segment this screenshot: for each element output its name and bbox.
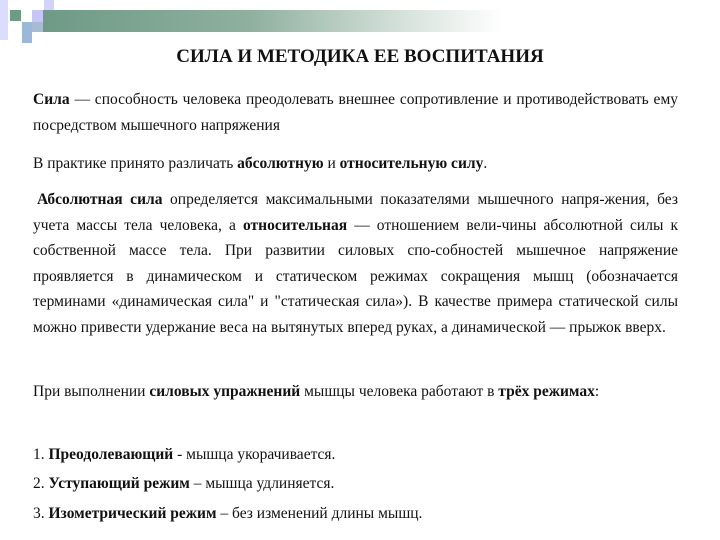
text: – без изменений длины мышц. [216,505,423,522]
modes-paragraph [33,379,633,405]
types-paragraph [33,151,678,177]
term: относительная [242,216,348,234]
term: Преодолевающий [48,446,174,463]
text: При выполнении [33,383,150,400]
term: абсолютную [237,155,324,172]
term: Изометрический режим [48,505,217,522]
text: – мышца удлиняется. [189,475,335,492]
term: трёх режимах [498,383,595,400]
term: Уступающий режим [48,475,190,492]
text: В практике принято различать [33,155,238,172]
decor-square [22,22,32,43]
term: силовых упражнений [149,383,301,400]
slide-title: СИЛА И МЕТОДИКА ЕЕ ВОСПИТАНИЯ [176,46,544,67]
text: . [483,155,488,172]
list-item [33,501,678,527]
decor-square [44,0,54,10]
term: Абсолютная сила [37,191,163,208]
term: относительную силу [339,155,484,172]
text: — отношением вели-чины абсолютной силы к собственной массе тела. При развитии силовых спо-собностей мышечное напряжение проявляется в динамическом и статическом режимах сокращения мышц (обозначается терминами «динамическая сила" и "статическая сила»). В качестве примера статической силы можно привести удержание веса на вытянутых вперед руках, а динамической — прыжок вверх. [33,216,678,336]
text: и [323,155,340,172]
definition-paragraph [33,87,678,138]
term: Сила [33,91,70,108]
list-item [33,442,678,468]
text: - мышца укорачивается. [173,446,336,463]
list-item [33,471,678,497]
decor-square [10,10,21,21]
text: — способность человека преодолевать внешнее сопротивление и противодействовать ему посредством мышечного напряжения [33,91,678,134]
text: : [594,383,600,400]
absolute-strength-paragraph [33,187,678,340]
list-number: 3. [33,505,49,522]
list-number: 1. [33,446,49,463]
list-number: 2. [33,475,49,492]
decor-square [0,0,8,40]
text: определяется максимальными показателями мышечного напря-жения, без учета массы тела человека, а [33,191,678,234]
text: мышцы человека работают в [300,383,499,400]
header-gradient-bar [43,10,503,32]
